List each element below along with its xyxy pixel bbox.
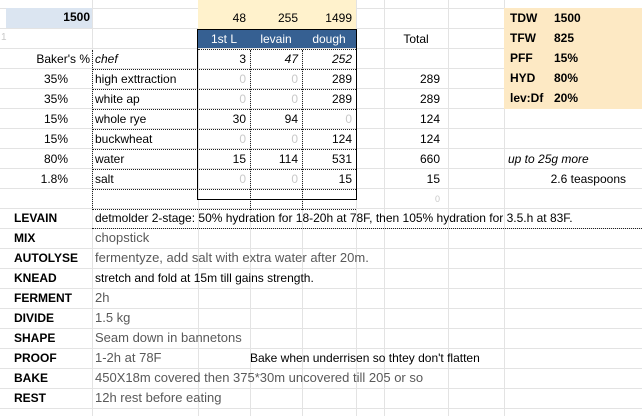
summary-label: lev:Df	[510, 91, 544, 105]
ingredient-name: water	[95, 152, 125, 166]
ingredient-name: whole rye	[95, 112, 147, 126]
dough-amount[interactable]: 124	[331, 132, 352, 146]
bakers-pct[interactable]: 1.8%	[40, 172, 68, 186]
grid-row-line	[0, 408, 642, 409]
summary-label: HYD	[510, 71, 536, 85]
bakers-pct[interactable]: 15%	[43, 112, 68, 126]
dough-amount[interactable]: 531	[331, 152, 352, 166]
ingredient-name: white ap	[95, 92, 140, 106]
summary-value[interactable]: 1500	[554, 11, 581, 25]
step-divider	[92, 228, 642, 229]
column-divider	[250, 50, 251, 210]
step-instruction[interactable]: 12h rest before eating	[95, 390, 222, 405]
ingredient-note: up to 25g more	[508, 152, 589, 166]
step-label: LEVAIN	[14, 211, 58, 225]
ingredient-total: 124	[419, 112, 440, 126]
dough-amount[interactable]: 289	[331, 72, 352, 86]
total-dough-weight[interactable]: 1500	[63, 10, 90, 24]
step-instruction[interactable]: 450X18m covered then 375*30m uncovered till 205 or so	[95, 370, 424, 385]
dough-amount[interactable]: 289	[331, 92, 352, 106]
table-border-top	[197, 29, 357, 30]
blank-total: 0	[434, 194, 440, 204]
summary-label: TFW	[510, 31, 536, 45]
ingredient-name: high exttraction	[95, 72, 177, 86]
table-border-right	[356, 29, 357, 200]
first-levain-amount[interactable]: 0	[239, 92, 246, 106]
levain-amount[interactable]: 94	[284, 112, 298, 126]
header-levain: levain	[260, 32, 292, 46]
step-instruction[interactable]: stretch and fold at 15m till gains strength.	[95, 271, 314, 285]
scaled-levain[interactable]: 255	[277, 11, 298, 25]
step-instruction[interactable]: fermentyze, add salt with extra water after 20m.	[95, 250, 369, 265]
dough-amount[interactable]: 15	[338, 172, 352, 186]
bakers-pct[interactable]: 80%	[43, 152, 68, 166]
levain-amount[interactable]: 0	[291, 92, 298, 106]
column-divider	[92, 50, 93, 210]
first-levain-amount[interactable]: 15	[232, 152, 246, 166]
ingredient-note: 2.6 teaspoons	[550, 172, 626, 186]
dough-amount[interactable]: 252	[331, 52, 352, 66]
first-levain-amount[interactable]: 0	[239, 72, 246, 86]
scaled-1st-l[interactable]: 48	[232, 11, 246, 25]
scaled-dough[interactable]: 1499	[325, 11, 352, 25]
summary-value[interactable]: 80%	[554, 71, 579, 85]
first-levain-amount[interactable]: 30	[232, 112, 246, 126]
dough-amount[interactable]: 0	[345, 112, 352, 126]
table-border-left	[197, 29, 198, 200]
levain-amount[interactable]: 114	[278, 152, 298, 166]
bakers-pct[interactable]: 35%	[43, 92, 68, 106]
bakers-pct[interactable]: 15%	[43, 132, 68, 146]
step-instruction[interactable]: 1.5 kg	[95, 310, 131, 325]
column-divider	[302, 50, 303, 210]
ingredient-total: 289	[419, 92, 440, 106]
levain-amount[interactable]: 0	[291, 172, 298, 186]
first-levain-amount[interactable]: 0	[239, 132, 246, 146]
step-label: MIX	[14, 231, 36, 245]
step-label: FERMENT	[14, 291, 72, 305]
step-instruction[interactable]: chopstick	[95, 230, 150, 245]
step-instruction[interactable]: Seam down in bannetons	[95, 330, 242, 345]
first-levain-amount[interactable]: 3	[239, 52, 246, 66]
table-border-bottom	[197, 199, 357, 200]
header-dough: dough	[312, 32, 346, 46]
step-label: AUTOLYSE	[14, 251, 79, 265]
row-divider	[92, 189, 356, 190]
ingredient-name: salt	[95, 172, 114, 186]
step-instruction[interactable]: 2h	[95, 290, 110, 305]
levain-amount[interactable]: 47	[284, 52, 298, 66]
bakers-pct[interactable]: 35%	[43, 72, 68, 86]
header-1st-l: 1st L	[210, 32, 237, 46]
ingredient-name: buckwheat	[95, 132, 153, 146]
step-instruction[interactable]: 1-2h at 78F	[95, 350, 162, 365]
bakers-pct-header: Baker's %	[36, 52, 90, 66]
ingredient-total: 124	[419, 132, 440, 146]
row-divider	[198, 49, 356, 50]
step-label: SHAPE	[14, 331, 56, 345]
first-levain-amount[interactable]: 0	[239, 172, 246, 186]
step-instruction[interactable]: detmolder 2-stage: 50% hydration for 18-20h at 78F, then 105% hydration for 3.5.h at 83F.	[95, 211, 573, 225]
ingredient-total: 660	[419, 152, 440, 166]
summary-value[interactable]: 15%	[554, 51, 579, 65]
summary-value[interactable]: 20%	[554, 91, 579, 105]
step-label: REST	[14, 391, 47, 405]
step-label: BAKE	[14, 371, 49, 385]
levain-amount[interactable]: 0	[291, 132, 298, 146]
ingredient-name: chef	[95, 52, 118, 66]
row-number: 1	[1, 32, 7, 43]
step-label: DIVIDE	[14, 311, 55, 325]
ingredient-total: 289	[419, 72, 440, 86]
step-label: PROOF	[14, 351, 57, 365]
summary-label: TDW	[510, 11, 538, 25]
ingredient-total: 15	[426, 172, 440, 186]
levain-amount[interactable]: 0	[291, 72, 298, 86]
step-label: KNEAD	[14, 271, 57, 285]
total-header: Total	[403, 32, 429, 46]
step-note: Bake when underrisen so thtey don't flatten	[250, 351, 480, 365]
summary-label: PFF	[510, 51, 533, 65]
summary-value[interactable]: 825	[554, 31, 575, 45]
